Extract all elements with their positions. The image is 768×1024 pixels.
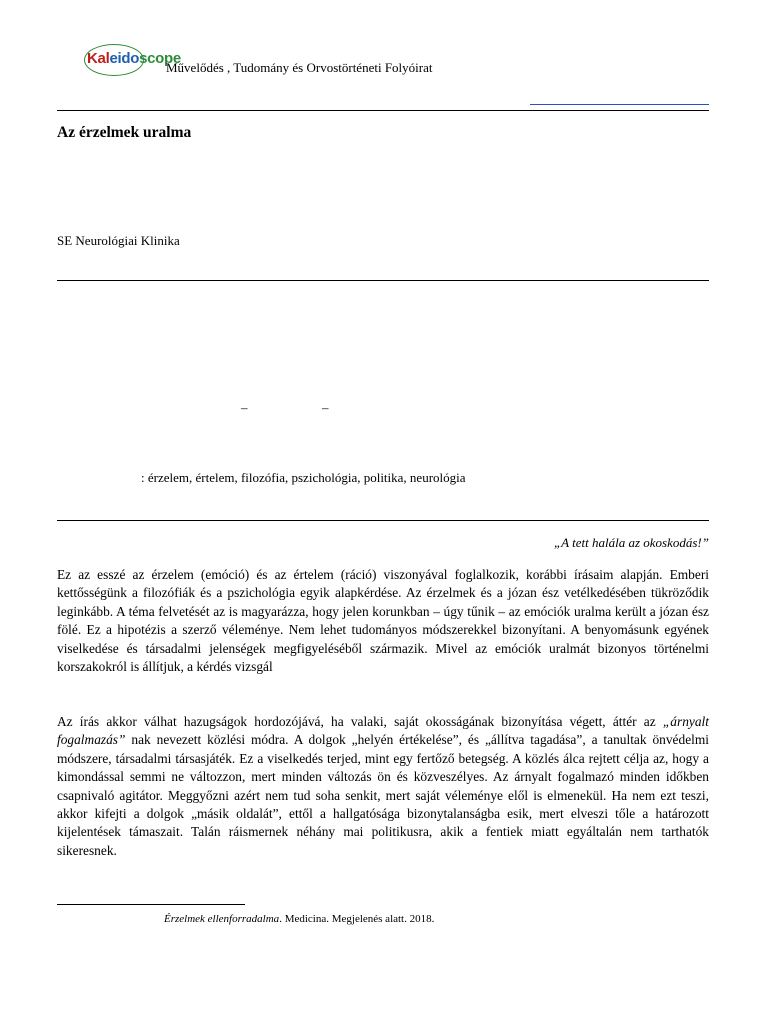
p2-text-b: nak nevezett közlési módra. A dolgok „helyén értékelése”, és „állítva tagadása”, a tanultak önvédelmi módszere, társadalmi társasjáték. Ez a viselkedés terjed, mint egy fertőző betegség. A közlés álca rejtett célja az, hogy a kimondással semmi ne változzon, mert minden változás ön és közveszélyes. Az árnyalt fogalmazó minden időkben csapnivaló agitátor. Meggyőzni azért nem tud soha senkit, mert saját véleménye elől is elmenekül. Ha nem ezt teszi, akkor kifejti a dolgok „másik oldalát”, ettől a hallgatósága bizonytalanságba esik, mert elveszi tőle a határozott kijelentések támaszait. Talán ráismernek néhány mai politikusra, akik a fentiek miatt egyáltalán nem tarthatók sikeresnek. (57, 732, 709, 858)
footnote-title: Érzelmek ellenforradalma (164, 913, 280, 925)
body-paragraph-1: Ez az esszé az érzelem (emóció) és az értelem (ráció) viszonyával foglalkozik, korábbi írásaim alapján. Emberi kettősségünk a filozófiák és a pszichológia egyik alapkérdése. Az érzelmek és a józan ész vetélkedésében tükröződik leginkább. A téma felvetését az is magyarázza, hogy jelen korunkban – úgy tűnik – az emóciók uralma került a józan ész fölé. Ez a hipotézis a szerző véleménye. Nem lehet tudományos módszerekkel bizonyítani. A benyomásunk egyének viselkedése és társadalmi jelenségek megfigyeléséből származik. Mivel az emóciók uralmát bizonyos történelmi korszakokról is állítjuk, a kérdés vizsgál (57, 567, 709, 675)
dash-1: – (241, 400, 248, 415)
p2-text-a: Az írás akkor válhat hazugságok hordozójává, ha valaki, saját okosságának bizonyítása végett, áttér az (57, 714, 663, 729)
header-divider (57, 110, 709, 111)
dash-2: – (322, 400, 329, 415)
author-affiliation: SE Neurológiai Klinika (57, 233, 180, 248)
keywords-line: : érzelem, értelem, filozófia, pszichológia, politika, neurológia (141, 470, 466, 485)
p2-italic-term: „árnyalt fogalmazás” (57, 714, 709, 748)
footnote-details: . Medicina. Megjelenés alatt. 2018. (279, 913, 435, 925)
footnote (164, 913, 434, 925)
logo-part-3: scope (139, 50, 181, 67)
logo-part-1: Kal (87, 50, 110, 67)
abstract-bottom-divider (57, 520, 709, 521)
logo-part-2: eido (109, 50, 140, 67)
header-blue-rule (530, 104, 709, 105)
motto-quote: „A tett halála az okoskodás!” (553, 535, 709, 550)
footnote-separator (57, 904, 245, 905)
body-paragraph-2 (57, 713, 709, 860)
abstract-top-divider (57, 280, 709, 281)
kaleidoscope-logo (84, 44, 181, 76)
journal-name: Művelődés , Tudomány és Orvostörténeti Folyóirat (166, 60, 433, 75)
article-title: Az érzelmek uralma (57, 124, 192, 141)
